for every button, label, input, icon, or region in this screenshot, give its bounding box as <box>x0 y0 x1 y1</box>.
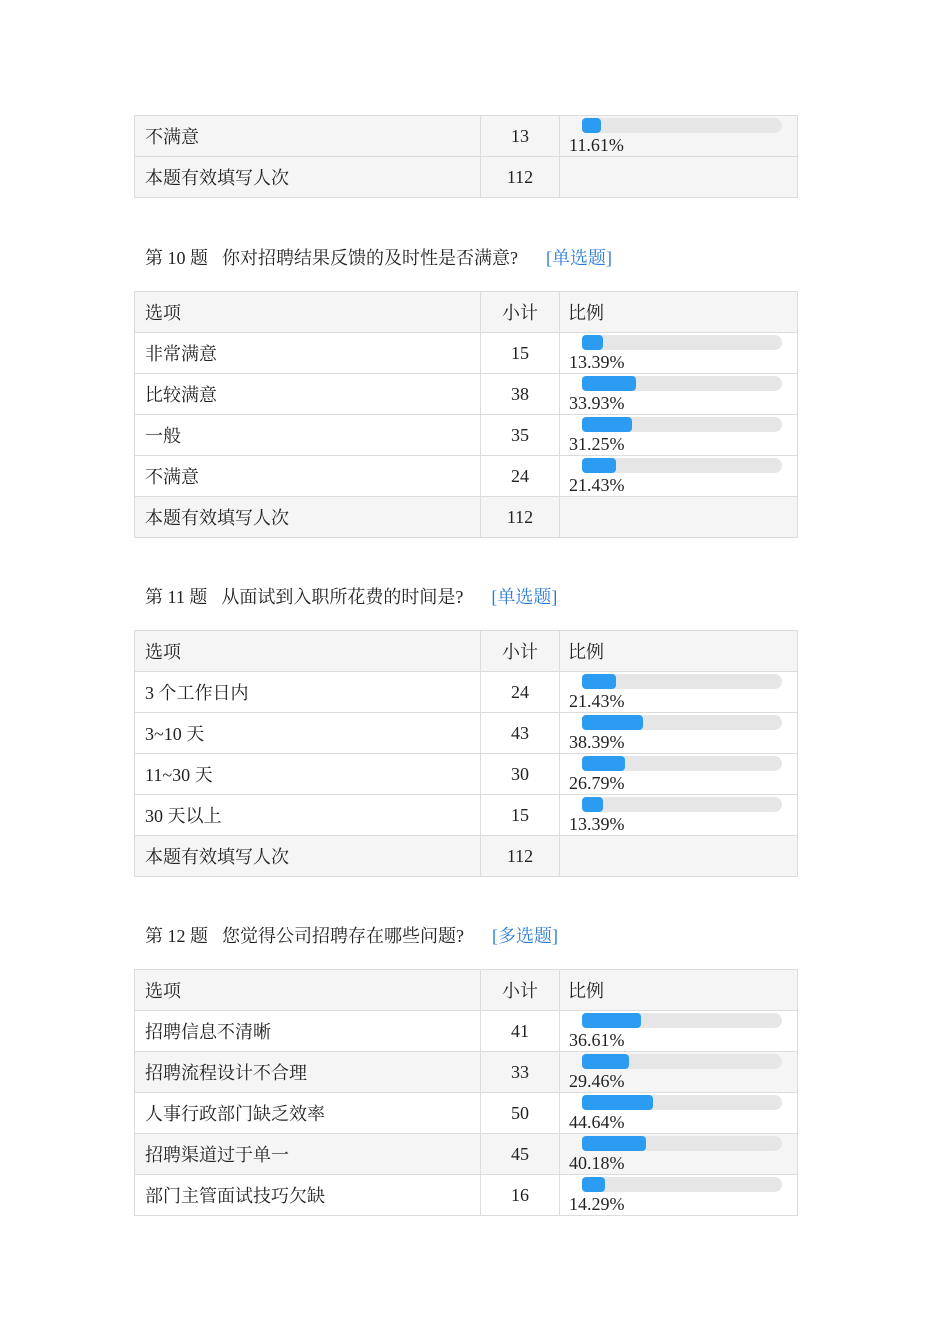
progress-track <box>582 118 782 133</box>
table-row <box>135 1011 798 1052</box>
option-label: 招聘流程设计不合理 <box>135 1052 481 1093</box>
progress-fill <box>582 797 603 812</box>
progress-fill <box>582 1013 641 1028</box>
option-count: 50 <box>481 1093 560 1134</box>
progress-fill <box>582 715 643 730</box>
header-ratio: 比例 <box>560 970 798 1011</box>
option-label: 一般 <box>135 415 481 456</box>
question-text: 您觉得公司招聘存在哪些问题? <box>222 926 464 946</box>
progress-track <box>582 797 782 812</box>
option-label: 30 天以上 <box>135 795 481 836</box>
option-percent: 21.43% <box>569 475 625 495</box>
progress-fill <box>582 1136 646 1151</box>
option-percent: 13.39% <box>569 352 625 372</box>
q10-result-table <box>134 291 798 538</box>
header-count: 小计 <box>481 292 560 333</box>
option-percent: 21.43% <box>569 691 625 711</box>
total-count: 112 <box>481 497 560 538</box>
table-row <box>135 374 798 415</box>
ratio-cell <box>560 415 798 456</box>
table-row <box>135 415 798 456</box>
progress-track <box>582 674 782 689</box>
question-text: 从面试到入职所花费的时间是? <box>221 587 464 607</box>
table-row <box>135 456 798 497</box>
progress-track <box>582 376 782 391</box>
progress-track <box>582 1095 782 1110</box>
progress-track <box>582 756 782 771</box>
option-percent: 33.93% <box>569 393 625 413</box>
table-row <box>135 1134 798 1175</box>
table-row <box>135 754 798 795</box>
q12-result-table <box>134 969 798 1216</box>
question-text: 你对招聘结果反馈的及时性是否满意? <box>222 248 518 268</box>
option-label: 人事行政部门缺乏效率 <box>135 1093 481 1134</box>
option-label: 部门主管面试技巧欠缺 <box>135 1175 481 1216</box>
total-row <box>135 836 798 877</box>
q11-result-table <box>134 630 798 877</box>
option-label: 招聘渠道过于单一 <box>135 1134 481 1175</box>
option-label: 不满意 <box>135 456 481 497</box>
option-percent: 44.64% <box>569 1112 625 1132</box>
progress-track <box>582 335 782 350</box>
option-count: 45 <box>481 1134 560 1175</box>
progress-fill <box>582 458 616 473</box>
progress-track <box>582 417 782 432</box>
option-percent: 38.39% <box>569 732 625 752</box>
option-percent: 36.61% <box>569 1030 625 1050</box>
question-title <box>145 244 612 270</box>
question-type-link[interactable]: [单选题] <box>546 248 612 268</box>
question-number: 第 12 题 <box>145 926 208 946</box>
ratio-cell <box>560 713 798 754</box>
ratio-cell <box>560 672 798 713</box>
option-count: 13 <box>481 116 560 157</box>
ratio-cell <box>560 1175 798 1216</box>
ratio-cell <box>560 1134 798 1175</box>
progress-fill <box>582 376 636 391</box>
header-ratio: 比例 <box>560 292 798 333</box>
q9-result-table <box>134 115 798 198</box>
option-label: 3~10 天 <box>135 713 481 754</box>
table-header <box>135 631 798 672</box>
total-label: 本题有效填写人次 <box>135 497 481 538</box>
option-count: 43 <box>481 713 560 754</box>
question-type-link[interactable]: [多选题] <box>492 926 558 946</box>
ratio-cell <box>560 1052 798 1093</box>
progress-fill <box>582 335 603 350</box>
question-title <box>145 922 558 948</box>
total-label: 本题有效填写人次 <box>135 836 481 877</box>
ratio-cell <box>560 456 798 497</box>
option-count: 15 <box>481 795 560 836</box>
progress-track <box>582 1054 782 1069</box>
table-row <box>135 333 798 374</box>
option-label: 3 个工作日内 <box>135 672 481 713</box>
option-label: 比较满意 <box>135 374 481 415</box>
header-option: 选项 <box>135 631 481 672</box>
total-count: 112 <box>481 836 560 877</box>
table-row <box>135 116 798 157</box>
question-title <box>145 583 557 609</box>
progress-fill <box>582 118 601 133</box>
option-percent: 29.46% <box>569 1071 625 1091</box>
progress-track <box>582 715 782 730</box>
option-count: 35 <box>481 415 560 456</box>
option-count: 24 <box>481 456 560 497</box>
question-number: 第 10 题 <box>145 248 208 268</box>
total-row <box>135 497 798 538</box>
ratio-cell <box>560 1011 798 1052</box>
total-label: 本题有效填写人次 <box>135 157 481 198</box>
table-row <box>135 1052 798 1093</box>
option-label: 非常满意 <box>135 333 481 374</box>
header-count: 小计 <box>481 970 560 1011</box>
progress-fill <box>582 1177 605 1192</box>
option-count: 33 <box>481 1052 560 1093</box>
ratio-cell <box>560 333 798 374</box>
option-percent: 26.79% <box>569 773 625 793</box>
option-count: 41 <box>481 1011 560 1052</box>
table-header <box>135 292 798 333</box>
table-header <box>135 970 798 1011</box>
table-row <box>135 795 798 836</box>
progress-fill <box>582 1095 653 1110</box>
progress-track <box>582 1177 782 1192</box>
question-type-link[interactable]: [单选题] <box>491 587 558 607</box>
progress-track <box>582 458 782 473</box>
header-ratio: 比例 <box>560 631 798 672</box>
question-number: 第 11 题 <box>145 587 208 607</box>
table-row <box>135 713 798 754</box>
ratio-cell <box>560 1093 798 1134</box>
table-row <box>135 1175 798 1216</box>
option-count: 24 <box>481 672 560 713</box>
option-count: 15 <box>481 333 560 374</box>
ratio-cell <box>560 374 798 415</box>
header-option: 选项 <box>135 292 481 333</box>
option-count: 16 <box>481 1175 560 1216</box>
progress-track <box>582 1013 782 1028</box>
header-count: 小计 <box>481 631 560 672</box>
progress-track <box>582 1136 782 1151</box>
option-count: 38 <box>481 374 560 415</box>
progress-fill <box>582 674 616 689</box>
option-percent: 13.39% <box>569 814 625 834</box>
progress-fill <box>582 417 632 432</box>
option-label: 不满意 <box>135 116 481 157</box>
ratio-cell <box>560 795 798 836</box>
option-label: 招聘信息不清晰 <box>135 1011 481 1052</box>
total-count: 112 <box>481 157 560 198</box>
option-percent: 14.29% <box>569 1194 625 1214</box>
header-option: 选项 <box>135 970 481 1011</box>
progress-fill <box>582 1054 629 1069</box>
table-row <box>135 1093 798 1134</box>
ratio-cell <box>560 754 798 795</box>
option-percent: 31.25% <box>569 434 625 454</box>
option-percent: 40.18% <box>569 1153 625 1173</box>
progress-fill <box>582 756 625 771</box>
table-row <box>135 672 798 713</box>
option-label: 11~30 天 <box>135 754 481 795</box>
total-row <box>135 157 798 198</box>
option-percent: 11.61% <box>569 135 624 155</box>
ratio-cell <box>560 116 798 157</box>
option-count: 30 <box>481 754 560 795</box>
